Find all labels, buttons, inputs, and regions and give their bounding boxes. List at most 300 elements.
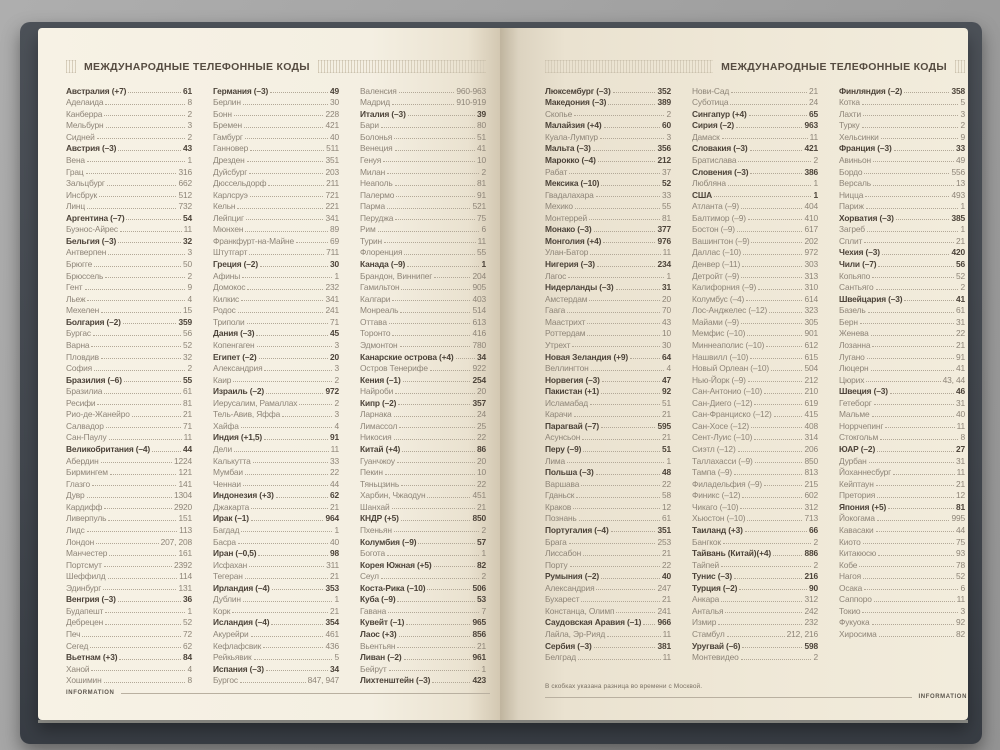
phone-code-row: Найроби 20 [360, 386, 486, 397]
dot-leader [741, 659, 812, 660]
phone-code-row: Гент 9 [66, 282, 192, 293]
dot-leader [266, 393, 323, 394]
dot-leader [253, 462, 328, 463]
phone-code-row: Болонья 51 [360, 131, 486, 142]
dot-leader [108, 578, 178, 579]
phone-code-row: Вашингтон (–9) 202 [692, 235, 818, 246]
phone-code-row: Лихтенштейн (–3) 423 [360, 675, 486, 686]
phone-code-row: Стамбул 212, 216 [692, 629, 818, 639]
dot-leader [103, 589, 176, 590]
dot-leader [864, 173, 949, 174]
page-title: МЕЖДУНАРОДНЫЕ ТЕЛЕФОННЫЕ КОДЫ [84, 60, 310, 73]
phone-code-row: Мексика (–10) 52 [545, 178, 671, 189]
dot-leader [722, 138, 808, 139]
phone-code-row: Словакия (–3) 421 [692, 143, 818, 154]
phone-code-row: Калгари 403 [360, 293, 486, 304]
phone-code-row: Суботица 24 [692, 97, 818, 108]
phone-code-row: Кавасаки 44 [839, 524, 965, 535]
dot-leader [873, 185, 954, 186]
phone-code-row: Хьюстон (–10) 713 [692, 513, 818, 524]
dot-leader [110, 474, 177, 475]
dot-leader [87, 161, 186, 162]
dot-leader [97, 138, 186, 139]
phone-code-row: Канарские острова (+4) 34 [360, 351, 486, 362]
phone-code-row: Хошимин 8 [66, 675, 192, 686]
dot-leader [596, 196, 660, 197]
phone-code-row: Копьяпо 52 [839, 270, 965, 281]
dot-leader [587, 323, 660, 324]
phone-code-row: Джакарта 21 [213, 501, 339, 512]
dot-leader [406, 624, 470, 625]
page-header [66, 58, 486, 75]
phone-code-row: Монако (–3) 377 [545, 224, 671, 235]
dot-leader [86, 173, 177, 174]
dot-leader [876, 531, 954, 532]
phone-code-row: Тель-Авив, Яффа 3 [213, 409, 339, 420]
dot-leader [600, 138, 665, 139]
phone-code-row: Кобе 78 [839, 559, 965, 570]
phone-code-row: Чикаго (–10) 312 [692, 501, 818, 512]
phone-code-row: Греция (–2) 30 [213, 259, 339, 269]
phone-code-row: Польша (–3) 48 [545, 467, 671, 478]
phone-code-row: Загреб 1 [839, 224, 965, 235]
dot-leader [108, 520, 176, 521]
dot-leader [256, 335, 328, 336]
phone-code-row: Франкфурт-на-Майне 69 [213, 235, 339, 246]
phone-code-row: Пекин 10 [360, 467, 486, 478]
phone-code-row: Буэнос-Айрес 11 [66, 224, 192, 235]
phone-code-row: Сирия (–2) 963 [692, 120, 818, 131]
dot-leader [85, 289, 186, 290]
dot-leader [604, 127, 660, 128]
dot-leader [877, 451, 954, 452]
dot-leader [132, 416, 181, 417]
phone-code-row: Люксембург (–3) 352 [545, 85, 671, 96]
phone-code-row: Кельн 221 [213, 201, 339, 212]
phone-code-row: Парма 521 [360, 201, 486, 212]
dot-leader [104, 508, 172, 509]
phone-code-row: Мадрид 910-919 [360, 97, 486, 108]
phone-code-row: Печ 72 [66, 629, 192, 639]
dot-leader [251, 520, 324, 521]
phone-code-row: Рио-де-Жанейро 21 [66, 409, 192, 420]
header-hatch-decoration [955, 60, 965, 73]
dot-leader [241, 300, 323, 301]
dot-leader [863, 115, 958, 116]
phone-code-row: Исландия (–4) 354 [213, 617, 339, 628]
dot-leader [243, 104, 328, 105]
dot-leader [250, 150, 324, 151]
phone-code-row: Палермо 91 [360, 189, 486, 200]
codes-column [692, 84, 818, 662]
dot-leader [240, 682, 306, 683]
dot-leader [878, 555, 954, 556]
phone-code-row: Лидс 113 [66, 524, 192, 535]
dot-leader [398, 404, 470, 405]
dot-leader [601, 185, 660, 186]
phone-code-row: Сплит 21 [839, 235, 965, 246]
dot-leader [394, 416, 475, 417]
phone-code-row: Лиссабон 21 [545, 548, 671, 559]
dot-leader [866, 381, 940, 382]
phone-code-row: Бремен 421 [213, 120, 339, 131]
dot-leader [874, 404, 954, 405]
phone-code-row: Ресифи 81 [66, 397, 192, 408]
dot-leader [748, 381, 803, 382]
phone-code-row: Сантьяго 2 [839, 282, 965, 293]
dot-leader [247, 323, 328, 324]
codes-column [545, 84, 671, 662]
phone-code-row: Акурейри 461 [213, 629, 339, 639]
phone-code-row: Мельбурн 3 [66, 120, 192, 131]
dot-leader [594, 647, 656, 648]
phone-code-row: Манчестер 161 [66, 548, 192, 559]
phone-code-row: Штутгарт 711 [213, 247, 339, 258]
dot-leader [866, 208, 959, 209]
phone-code-row: Лаос (+3) 856 [360, 629, 486, 639]
dot-leader [244, 127, 324, 128]
dot-leader [570, 566, 660, 567]
phone-code-row: Сингапур (+4) 65 [692, 108, 818, 119]
dot-leader [418, 543, 475, 544]
dot-leader [594, 231, 656, 232]
dot-leader [90, 647, 181, 648]
dot-leader [581, 601, 660, 602]
phone-code-row: Ганновер 511 [213, 143, 339, 154]
phone-code-row: Претория 12 [839, 490, 965, 501]
dot-leader [402, 451, 475, 452]
phone-code-row: Вена 1 [66, 154, 192, 165]
notebook-spread [38, 28, 968, 720]
phone-code-row: Индонезия (+3) 62 [213, 490, 339, 501]
dot-leader [738, 451, 803, 452]
phone-code-row: Уругвай (–6) 598 [692, 640, 818, 651]
dot-leader [118, 242, 181, 243]
phone-code-row: Стокгольм 8 [839, 432, 965, 443]
page-footer [545, 683, 967, 700]
phone-code-row: Остров Тенерифе 922 [360, 363, 486, 374]
phone-code-row: Нагоя 52 [839, 571, 965, 582]
dot-leader [250, 196, 324, 197]
phone-code-row: Македония (–3) 389 [545, 97, 671, 108]
dot-leader [87, 208, 176, 209]
phone-code-row: Дуйсбург 203 [213, 166, 339, 177]
dot-leader [576, 497, 660, 498]
phone-code-row: Кения (–1) 254 [360, 374, 486, 385]
phone-code-row: Гданьск 58 [545, 490, 671, 501]
dot-leader [764, 393, 802, 394]
dot-leader [582, 439, 660, 440]
dot-leader [404, 659, 471, 660]
phone-code-row: Мехелен 15 [66, 305, 192, 316]
phone-code-row: Хайфа 4 [213, 420, 339, 431]
dot-leader [394, 439, 475, 440]
dot-leader [601, 578, 660, 579]
phone-code-row: Йоханнесбург 11 [839, 467, 965, 478]
phone-code-row: Брюссель 2 [66, 270, 192, 281]
phone-code-row: Мальме 40 [839, 409, 965, 420]
phone-code-row: Вьетнам (+3) 84 [66, 652, 192, 663]
dot-leader [392, 508, 475, 509]
dot-leader [764, 485, 802, 486]
dot-leader [399, 92, 455, 93]
dot-leader [868, 312, 954, 313]
dot-leader [249, 566, 324, 567]
phone-code-row: Дели 11 [213, 444, 339, 454]
phone-code-row: Германия (–3) 49 [213, 85, 339, 96]
dot-leader [754, 404, 802, 405]
dot-leader [249, 173, 323, 174]
dot-leader [869, 462, 954, 463]
phone-code-row: Пакистан (+1) 92 [545, 386, 671, 397]
phone-code-row: Мальта (–3) 356 [545, 143, 671, 154]
dot-leader [92, 485, 176, 486]
phone-code-row: Познань 61 [545, 513, 671, 524]
dot-leader [282, 416, 332, 417]
dot-leader [741, 208, 802, 209]
phone-code-row: Лейпциг 341 [213, 212, 339, 223]
phone-code-row: Фукуока 92 [839, 617, 965, 628]
phone-code-row: Котка 5 [839, 97, 965, 108]
phone-code-row: Цюрих 43, 44 [839, 374, 965, 385]
dot-leader [643, 624, 655, 625]
phone-code-row: Калифорния (–9) 310 [692, 282, 818, 293]
dot-leader [394, 531, 480, 532]
dot-leader [242, 277, 332, 278]
phone-code-row: Домокос 232 [213, 282, 339, 293]
phone-code-row: Турция (–2) 90 [692, 582, 818, 593]
dot-leader [120, 231, 182, 232]
dot-leader [572, 346, 660, 347]
dot-leader [728, 185, 812, 186]
codes-column [213, 84, 339, 685]
phone-code-row: Маастрихт 43 [545, 316, 671, 327]
phone-code-row: Аделаида 8 [66, 97, 192, 108]
dot-leader [91, 346, 181, 347]
phone-code-row: Ливерпуль 151 [66, 513, 192, 524]
dot-leader [299, 404, 332, 405]
dot-leader [123, 323, 177, 324]
dot-leader [387, 173, 479, 174]
phone-code-row: Норвегия (–3) 47 [545, 374, 671, 385]
dot-leader [258, 555, 328, 556]
dot-leader [264, 439, 328, 440]
dot-leader [263, 647, 323, 648]
dot-leader [721, 566, 811, 567]
dot-leader [575, 208, 660, 209]
phone-code-row: ЮАР (–2) 27 [839, 444, 965, 454]
phone-code-row: Брюгге 50 [66, 259, 192, 269]
dot-leader [128, 92, 181, 93]
phone-code-row: Амстердам 20 [545, 293, 671, 304]
phone-code-row: Базель 61 [839, 305, 965, 316]
phone-code-row: Берлин 30 [213, 97, 339, 108]
dot-leader [395, 393, 475, 394]
dot-leader [750, 150, 803, 151]
dot-leader [96, 543, 159, 544]
dot-leader [118, 601, 181, 602]
dot-leader [407, 266, 479, 267]
phone-code-row: Финикс (–12) 602 [692, 490, 818, 501]
dot-leader [573, 508, 660, 509]
phone-code-row: Мюнхен 89 [213, 224, 339, 235]
phone-code-row: Норрчепинг 11 [839, 420, 965, 431]
phone-code-row: Килкис 341 [213, 293, 339, 304]
dot-leader [574, 416, 660, 417]
phone-code-row: Шеффилд 114 [66, 571, 192, 582]
phone-code-row: КНДР (+5) 850 [360, 513, 486, 524]
phone-code-row: Словения (–3) 386 [692, 166, 818, 177]
phone-code-row: Лагос 1 [545, 270, 671, 281]
phone-code-row: Сидней 2 [66, 131, 192, 142]
phone-code-row: Будапешт 1 [66, 605, 192, 616]
dot-leader [881, 138, 959, 139]
dot-leader [259, 358, 328, 359]
phone-code-row: Авиньон 49 [839, 154, 965, 165]
dot-leader [87, 497, 172, 498]
dot-leader [237, 208, 323, 209]
phone-code-row: Линц 732 [66, 201, 192, 212]
phone-code-row: Израиль (–2) 972 [213, 386, 339, 397]
phone-code-row: Австралия (+7) 61 [66, 85, 192, 96]
dot-leader [871, 335, 954, 336]
phone-code-row: Басра 40 [213, 536, 339, 547]
phone-code-row: Сан-Диего (–12) 619 [692, 397, 818, 408]
dot-leader [904, 300, 954, 301]
dot-leader [739, 589, 807, 590]
dot-leader [867, 231, 959, 232]
dot-leader [389, 670, 480, 671]
dot-leader [260, 266, 328, 267]
phone-code-row: Корк 21 [213, 605, 339, 616]
dot-leader [872, 277, 954, 278]
dot-leader [238, 312, 324, 313]
dot-leader [387, 555, 479, 556]
phone-code-row: Бельгия (–3) 32 [66, 235, 192, 246]
dot-leader [394, 138, 475, 139]
dot-leader [723, 543, 812, 544]
dot-leader [82, 636, 181, 637]
dot-leader [741, 323, 802, 324]
page-header [545, 58, 965, 75]
dot-leader [860, 323, 954, 324]
phone-code-row: Валенсия 960-963 [360, 85, 486, 96]
page-footer [66, 690, 490, 696]
phone-code-row: Каир 2 [213, 374, 339, 385]
phone-code-row: Нидерланды (–3) 31 [545, 282, 671, 293]
dot-leader [742, 647, 802, 648]
phone-code-row: Венеция 41 [360, 143, 486, 154]
dot-leader [590, 404, 660, 405]
phone-code-row: Дурбан 31 [839, 455, 965, 466]
phone-code-row: Оттава 613 [360, 316, 486, 327]
phone-code-row: Гамильтон 905 [360, 282, 486, 293]
phone-code-row: Гетеборг 31 [839, 397, 965, 408]
phone-code-row: Кейптаун 21 [839, 478, 965, 489]
phone-code-row: Рим 6 [360, 224, 486, 235]
dot-leader [888, 508, 954, 509]
dot-leader [400, 346, 471, 347]
dot-leader [264, 370, 332, 371]
dot-leader [427, 497, 470, 498]
phone-code-row: Бордо 556 [839, 166, 965, 177]
dot-leader [399, 427, 475, 428]
dot-leader [434, 566, 475, 567]
phone-code-row: Лима 1 [545, 455, 671, 466]
phone-code-row: Тегеран 21 [213, 571, 339, 582]
dot-leader [769, 312, 802, 313]
phone-code-row: Багдад 1 [213, 524, 339, 535]
dot-leader [427, 589, 470, 590]
dot-leader [385, 474, 475, 475]
phone-code-row: Швейцария (–3) 41 [839, 293, 965, 304]
phone-code-row: Турку 2 [839, 120, 965, 131]
dot-leader [251, 636, 324, 637]
dot-leader [596, 474, 660, 475]
phone-code-row: Миннеаполис (–10) 612 [692, 339, 818, 350]
phone-code-row: Перуджа 75 [360, 212, 486, 223]
phone-code-row: Филадельфия (–9) 215 [692, 478, 818, 489]
phone-code-row: Чили (–7) 56 [839, 259, 965, 269]
dot-leader [397, 601, 475, 602]
phone-code-row: Бухарест 21 [545, 594, 671, 605]
dot-leader [749, 115, 807, 116]
phone-code-row: Версаль 13 [839, 178, 965, 189]
dot-leader [396, 196, 475, 197]
dot-leader [871, 370, 954, 371]
phone-code-row: Харбин, Чжаодун 451 [360, 490, 486, 501]
phone-code-row: Сан-Паулу 11 [66, 432, 192, 443]
phone-code-row: Глазго 141 [66, 478, 192, 489]
phone-code-row: Бангкок 2 [692, 536, 818, 547]
phone-code-row: Портсмут 2392 [66, 559, 192, 570]
dot-leader [601, 427, 655, 428]
codes-column [66, 84, 192, 685]
dot-leader [109, 555, 176, 556]
phone-code-row: Таиланд (+3) 66 [692, 524, 818, 535]
phone-code-row: Дания (–3) 45 [213, 328, 339, 339]
dot-leader [106, 127, 186, 128]
dot-leader [740, 508, 802, 509]
phone-code-row: Бейрут 1 [360, 663, 486, 674]
phone-code-row: Сан-Хосе (–12) 408 [692, 420, 818, 431]
dot-leader [862, 127, 959, 128]
phone-code-row: Тампа (–9) 813 [692, 467, 818, 478]
dot-leader [603, 242, 655, 243]
phone-code-row: Румыния (–2) 40 [545, 571, 671, 582]
left-page [38, 28, 500, 720]
phone-code-row: Богота 1 [360, 548, 486, 559]
phone-code-row: Новая Зеландия (+9) 64 [545, 351, 671, 362]
dot-leader [727, 636, 785, 637]
phone-code-row: Эдмонтон 780 [360, 339, 486, 350]
phone-code-row: Чехия (–3) 420 [839, 247, 965, 258]
phone-code-row: Исламабад 51 [545, 397, 671, 408]
phone-code-row: Нигерия (–3) 234 [545, 259, 671, 269]
dot-leader [381, 578, 480, 579]
phone-code-row: Брага 253 [545, 536, 671, 547]
phone-code-row: Салвадор 71 [66, 420, 192, 431]
dot-leader [245, 474, 328, 475]
dot-leader [872, 416, 954, 417]
dot-leader [403, 381, 471, 382]
footer-rule [545, 697, 912, 698]
dot-leader [246, 219, 324, 220]
phone-code-row: Асунсьон 21 [545, 432, 671, 443]
dot-leader [91, 670, 185, 671]
phone-code-row: Дюссельдорф 211 [213, 178, 339, 189]
phone-code-row: Венгрия (–3) 36 [66, 594, 192, 605]
